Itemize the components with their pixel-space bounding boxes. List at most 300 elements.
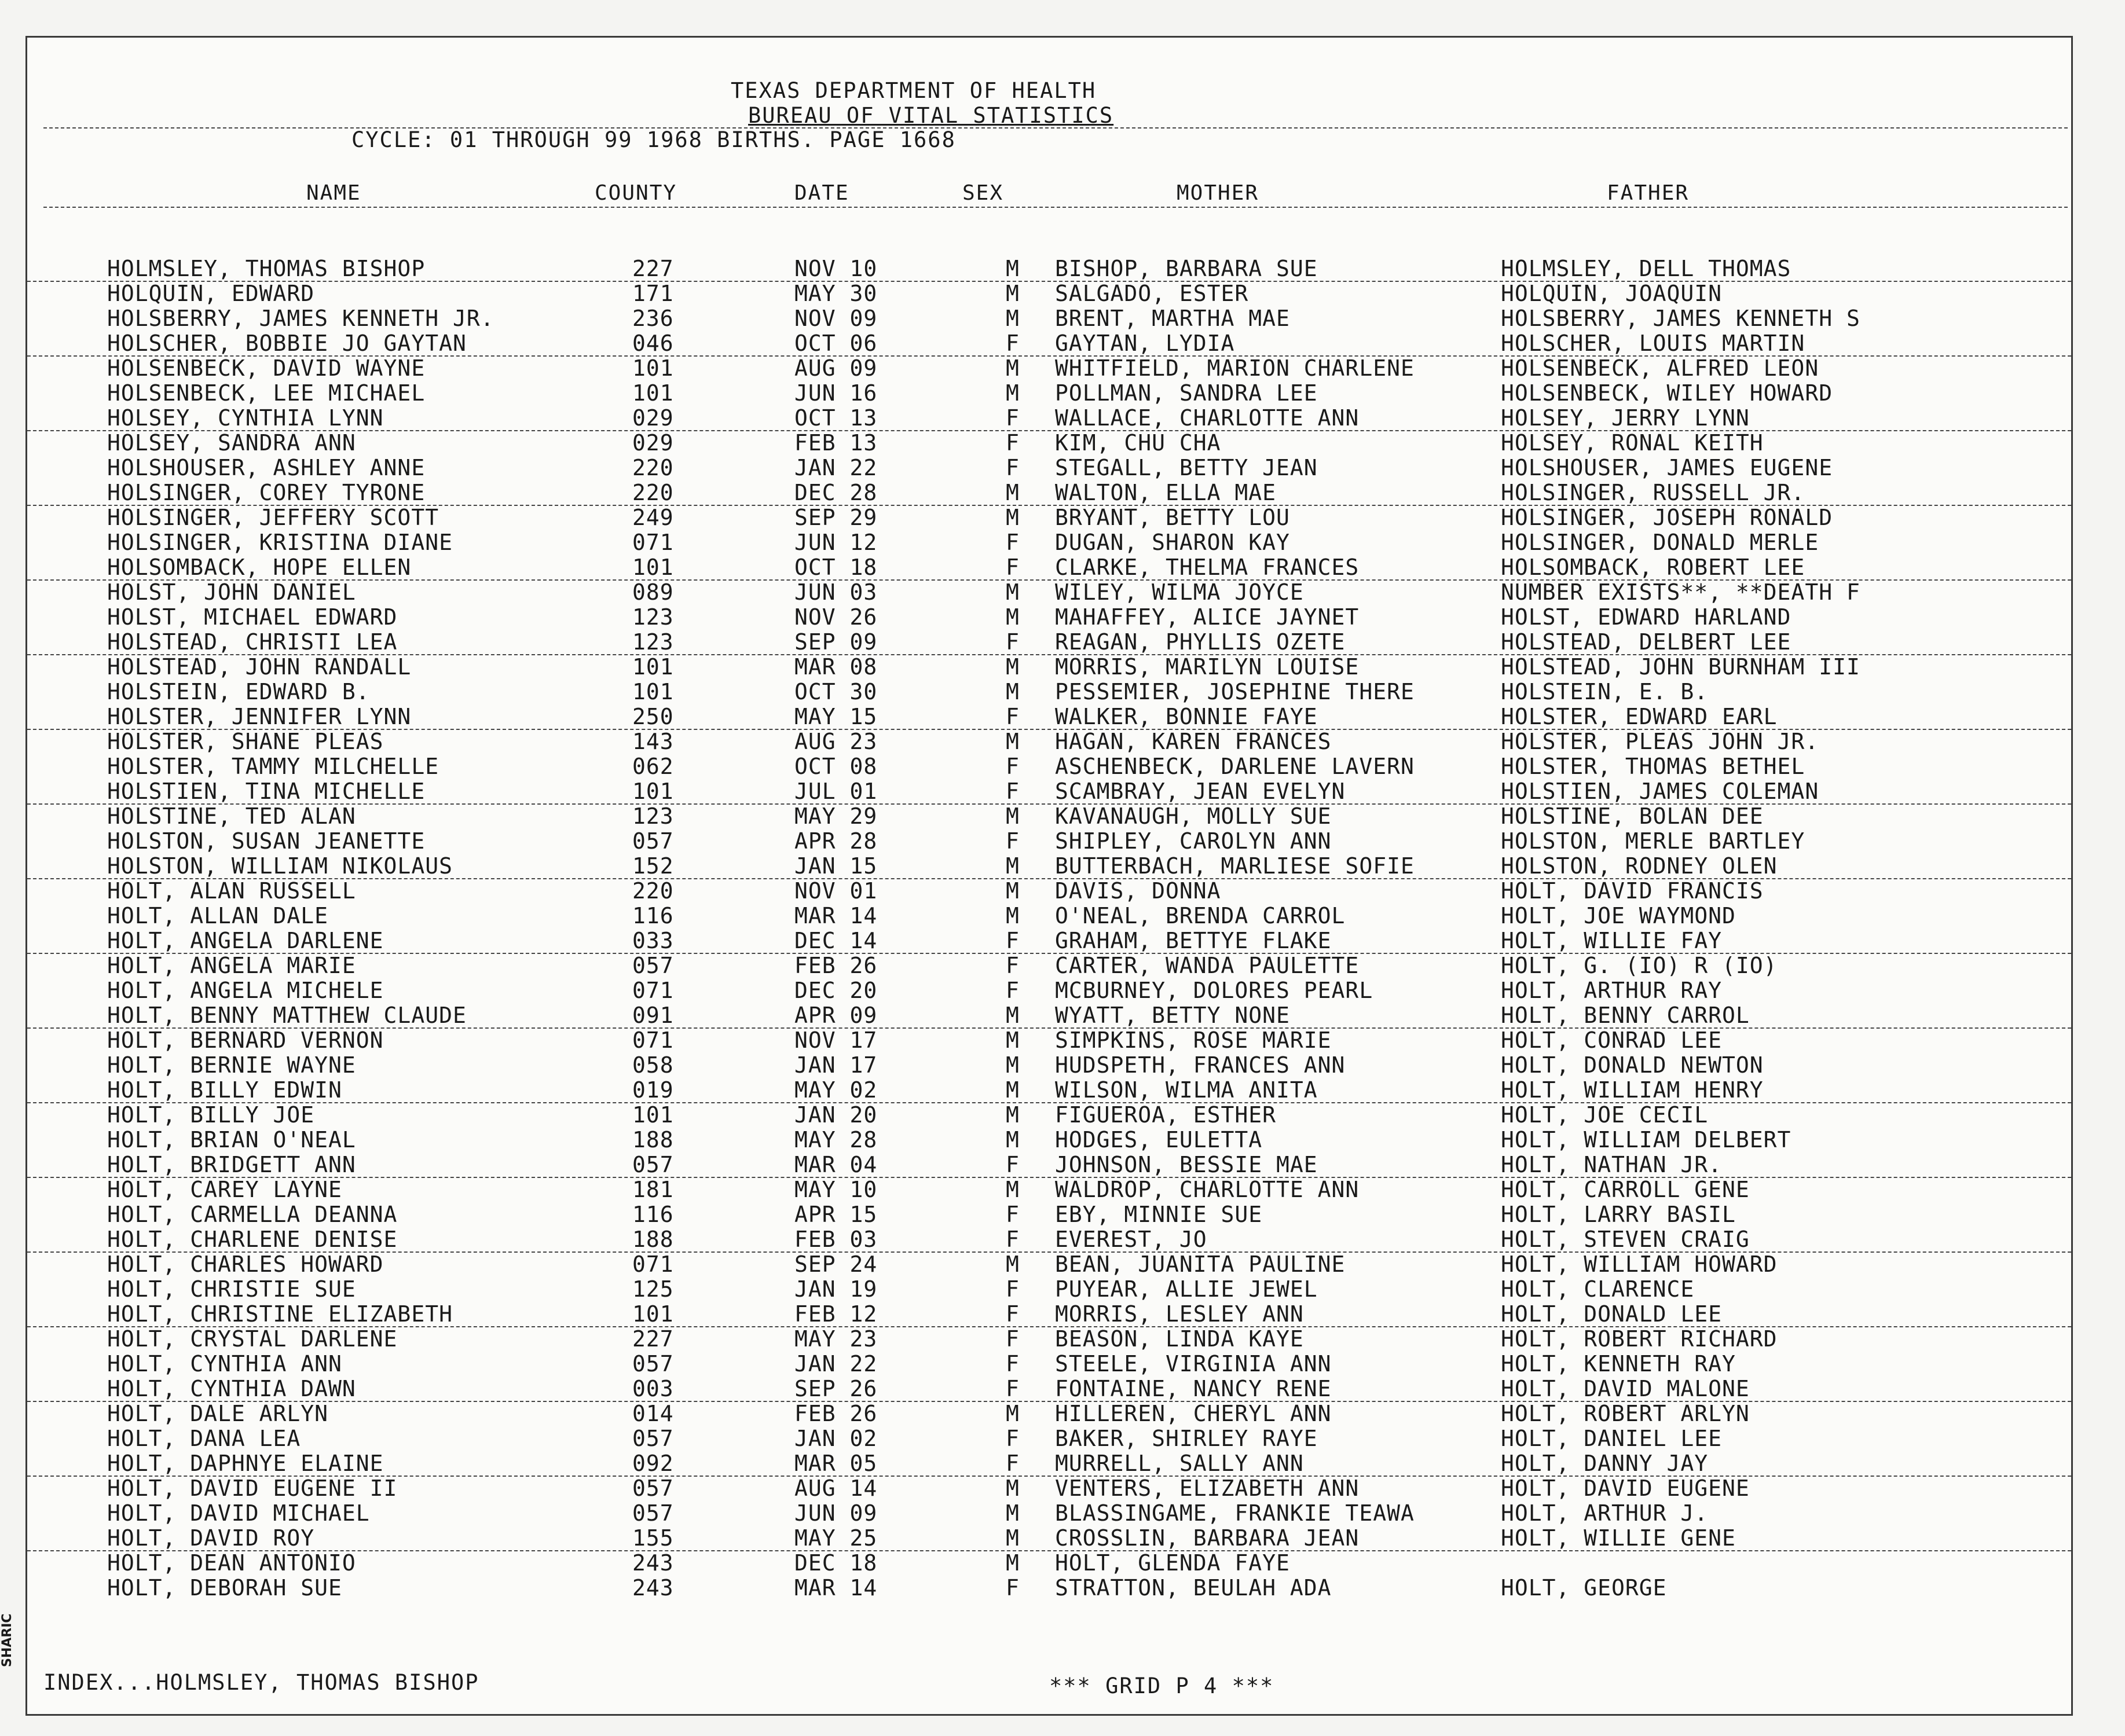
cell-sex: F (1006, 1575, 1020, 1601)
cell-date: MAY 23 (794, 1326, 878, 1352)
cell-county: 071 (632, 978, 674, 1003)
cell-county: 116 (632, 903, 674, 928)
cell-county: 101 (632, 679, 674, 704)
cell-father: HOLSBERRY, JAMES KENNETH S (1501, 306, 1860, 331)
table-row (27, 1575, 2071, 1600)
cell-county: 058 (632, 1052, 674, 1078)
cell-county: 071 (632, 1251, 674, 1277)
cell-county: 101 (632, 355, 674, 381)
cell-sex: M (1006, 1027, 1020, 1053)
cell-mother: CARTER, WANDA PAULETTE (1055, 953, 1360, 978)
cell-name: HOLSTER, TAMMY MILCHELLE (107, 754, 439, 779)
cell-mother: PUYEAR, ALLIE JEWEL (1055, 1276, 1318, 1302)
cell-name: HOLSTEAD, CHRISTI LEA (107, 629, 398, 655)
cell-mother: CLARKE, THELMA FRANCES (1055, 555, 1360, 580)
cell-name: HOLSOMBACK, HOPE ELLEN (107, 555, 412, 580)
cell-name: HOLSENBECK, LEE MICHAEL (107, 380, 426, 406)
cell-mother: WYATT, BETTY NONE (1055, 1003, 1290, 1028)
cell-mother: O'NEAL, BRENDA CARROL (1055, 903, 1346, 928)
cell-sex: M (1006, 306, 1020, 331)
table-row (27, 1451, 2071, 1477)
cell-mother: EVEREST, JO (1055, 1227, 1207, 1252)
cell-county: 101 (632, 654, 674, 680)
table-row (27, 1251, 2071, 1276)
cell-county: 046 (632, 331, 674, 356)
cell-date: JUN 09 (794, 1500, 878, 1526)
header-divider (43, 127, 2068, 129)
cell-sex: M (1006, 803, 1020, 829)
cell-father: HOLSTER, THOMAS BETHEL (1501, 754, 1805, 779)
cell-father: HOLT, ROBERT ARLYN (1501, 1401, 1750, 1426)
table-row (27, 903, 2071, 928)
cell-father: HOLSENBECK, WILEY HOWARD (1501, 380, 1833, 406)
cell-county: 101 (632, 1301, 674, 1327)
table-row (27, 928, 2071, 954)
cell-date: MAY 02 (794, 1077, 878, 1103)
footer-grid: *** GRID P 4 *** (1049, 1673, 1274, 1698)
table-row (27, 306, 2071, 331)
table-row (27, 355, 2071, 380)
cell-date: NOV 09 (794, 306, 878, 331)
cell-date: JUN 03 (794, 579, 878, 605)
cell-name: HOLSTEAD, JOHN RANDALL (107, 654, 412, 680)
cell-date: MAY 29 (794, 803, 878, 829)
table-row (27, 1525, 2071, 1551)
cell-sex: F (1006, 405, 1020, 431)
document-sheet (25, 36, 2073, 1716)
cell-date: MAY 30 (794, 281, 878, 306)
cell-sex: M (1006, 903, 1020, 928)
cell-date: MAR 08 (794, 654, 878, 680)
cell-mother: HUDSPETH, FRANCES ANN (1055, 1052, 1346, 1078)
cell-father: HOLSINGER, RUSSELL JR. (1501, 480, 1805, 505)
cell-county: 092 (632, 1451, 674, 1476)
cell-sex: M (1006, 380, 1020, 406)
cell-father: HOLMSLEY, DELL THOMAS (1501, 256, 1791, 281)
cell-mother: KAVANAUGH, MOLLY SUE (1055, 803, 1332, 829)
cell-name: HOLT, CYNTHIA ANN (107, 1351, 342, 1377)
cell-name: HOLSTINE, TED ALAN (107, 803, 356, 829)
cell-name: HOLT, DAVID ROY (107, 1525, 315, 1551)
cell-father: HOLT, LARRY BASIL (1501, 1202, 1736, 1227)
header-cycle: CYCLE: 01 THROUGH 99 1968 BIRTHS. PAGE 1668 (351, 127, 956, 152)
table-row (27, 331, 2071, 357)
cell-county: 057 (632, 1351, 674, 1377)
table-row (27, 555, 2071, 581)
cell-date: SEP 29 (794, 505, 878, 530)
cell-father: NUMBER EXISTS**, **DEATH F (1501, 579, 1860, 605)
cell-name: HOLT, DAPHNYE ELAINE (107, 1451, 384, 1476)
table-row (27, 1077, 2071, 1103)
cell-county: 057 (632, 1476, 674, 1501)
cell-date: MAR 14 (794, 903, 878, 928)
table-row (27, 1027, 2071, 1052)
cell-date: JAN 19 (794, 1276, 878, 1302)
cell-name: HOLT, DANA LEA (107, 1426, 301, 1451)
cell-date: SEP 09 (794, 629, 878, 655)
cell-mother: PESSEMIER, JOSEPHINE THERE (1055, 679, 1415, 704)
cell-sex: M (1006, 1003, 1020, 1028)
cell-county: 101 (632, 779, 674, 804)
cell-mother: MCBURNEY, DOLORES PEARL (1055, 978, 1373, 1003)
cell-name: HOLT, DEAN ANTONIO (107, 1550, 356, 1576)
cell-name: HOLT, DEBORAH SUE (107, 1575, 342, 1601)
table-row (27, 1376, 2071, 1402)
cell-county: 101 (632, 555, 674, 580)
table-row (27, 629, 2071, 655)
table-row (27, 281, 2071, 306)
side-label: SHARIC (0, 1613, 14, 1667)
cell-name: HOLSTER, JENNIFER LYNN (107, 704, 412, 729)
cell-sex: F (1006, 1301, 1020, 1327)
cell-county: 003 (632, 1376, 674, 1401)
cell-father: HOLT, ARTHUR RAY (1501, 978, 1723, 1003)
cell-name: HOLT, CHARLES HOWARD (107, 1251, 384, 1277)
cell-name: HOLT, BRIAN O'NEAL (107, 1127, 356, 1153)
cell-name: HOLSINGER, KRISTINA DIANE (107, 530, 453, 555)
cell-name: HOLT, BILLY JOE (107, 1102, 315, 1128)
cell-name: HOLT, CHARLENE DENISE (107, 1227, 398, 1252)
table-row (27, 828, 2071, 853)
cell-mother: WALTON, ELLA MAE (1055, 480, 1277, 505)
cell-county: 181 (632, 1177, 674, 1202)
cell-father: HOLT, JOE CECIL (1501, 1102, 1709, 1128)
cell-mother: MURRELL, SALLY ANN (1055, 1451, 1304, 1476)
cell-sex: M (1006, 1102, 1020, 1128)
cell-date: DEC 28 (794, 480, 878, 505)
cell-father: HOLT, WILLIE FAY (1501, 928, 1723, 953)
table-row (27, 978, 2071, 1003)
table-row (27, 754, 2071, 779)
cell-sex: F (1006, 455, 1020, 480)
cell-mother: SHIPLEY, CAROLYN ANN (1055, 828, 1332, 854)
cell-mother: BAKER, SHIRLEY RAYE (1055, 1426, 1318, 1451)
cell-mother: VENTERS, ELIZABETH ANN (1055, 1476, 1360, 1501)
table-row (27, 455, 2071, 480)
cell-date: DEC 14 (794, 928, 878, 953)
cell-name: HOLT, BENNY MATTHEW CLAUDE (107, 1003, 467, 1028)
cell-county: 227 (632, 1326, 674, 1352)
cell-sex: M (1006, 281, 1020, 306)
table-row (27, 604, 2071, 629)
cell-name: HOLSINGER, JEFFERY SCOTT (107, 505, 439, 530)
cell-sex: M (1006, 1476, 1020, 1501)
cell-father: HOLT, CARROLL GENE (1501, 1177, 1750, 1202)
cell-mother: WILSON, WILMA ANITA (1055, 1077, 1318, 1103)
cell-county: 101 (632, 380, 674, 406)
cell-mother: BUTTERBACH, MARLIESE SOFIE (1055, 853, 1415, 879)
cell-name: HOLSTER, SHANE PLEAS (107, 729, 384, 754)
cell-mother: DUGAN, SHARON KAY (1055, 530, 1290, 555)
cell-county: 057 (632, 953, 674, 978)
cell-date: FEB 26 (794, 953, 878, 978)
table-row (27, 1227, 2071, 1253)
cell-sex: M (1006, 1127, 1020, 1153)
cell-date: NOV 10 (794, 256, 878, 281)
cell-name: HOLT, BERNARD VERNON (107, 1027, 384, 1053)
table-row (27, 1276, 2071, 1301)
cell-county: 101 (632, 1102, 674, 1128)
table-row (27, 729, 2071, 754)
cell-county: 071 (632, 1027, 674, 1053)
cell-mother: BEASON, LINDA KAYE (1055, 1326, 1304, 1352)
table-row (27, 480, 2071, 506)
footer-index: INDEX...HOLMSLEY, THOMAS BISHOP (43, 1670, 479, 1695)
table-row (27, 505, 2071, 530)
cell-sex: F (1006, 331, 1020, 356)
cell-name: HOLSEY, CYNTHIA LYNN (107, 405, 384, 431)
table-row (27, 1401, 2071, 1426)
column-header-mother: MOTHER (1177, 181, 1259, 205)
cell-sex: M (1006, 604, 1020, 630)
cell-county: 123 (632, 803, 674, 829)
cell-date: MAR 04 (794, 1152, 878, 1177)
cell-father: HOLT, DAVID MALONE (1501, 1376, 1750, 1401)
cell-mother: BLASSINGAME, FRANKIE TEAWA (1055, 1500, 1415, 1526)
cell-father: HOLSENBECK, ALFRED LEON (1501, 355, 1819, 381)
cell-mother: WALLACE, CHARLOTTE ANN (1055, 405, 1360, 431)
cell-sex: F (1006, 1426, 1020, 1451)
cell-sex: F (1006, 928, 1020, 953)
column-header-divider (43, 207, 2068, 208)
cell-county: 057 (632, 1426, 674, 1451)
cell-father: HOLT, GEORGE (1501, 1575, 1667, 1601)
cell-county: 152 (632, 853, 674, 879)
cell-mother: BISHOP, BARBARA SUE (1055, 256, 1318, 281)
cell-father: HOLT, WILLIAM HOWARD (1501, 1251, 1778, 1277)
cell-name: HOLSBERRY, JAMES KENNETH JR. (107, 306, 494, 331)
cell-sex: M (1006, 853, 1020, 879)
cell-sex: F (1006, 1276, 1020, 1302)
cell-sex: F (1006, 430, 1020, 456)
cell-mother: HOLT, GLENDA FAYE (1055, 1550, 1290, 1576)
cell-father: HOLT, DANIEL LEE (1501, 1426, 1723, 1451)
cell-county: 236 (632, 306, 674, 331)
cell-name: HOLT, CYNTHIA DAWN (107, 1376, 356, 1401)
cell-sex: M (1006, 355, 1020, 381)
cell-sex: F (1006, 1351, 1020, 1377)
cell-name: HOLMSLEY, THOMAS BISHOP (107, 256, 426, 281)
table-row (27, 1202, 2071, 1227)
cell-county: 250 (632, 704, 674, 729)
cell-sex: F (1006, 1376, 1020, 1401)
cell-county: 220 (632, 878, 674, 904)
cell-father: HOLT, G. (IO) R (IO) (1501, 953, 1778, 978)
cell-sex: M (1006, 1077, 1020, 1103)
cell-county: 123 (632, 604, 674, 630)
table-row (27, 405, 2071, 431)
cell-sex: M (1006, 1052, 1020, 1078)
cell-father: HOLT, WILLIE GENE (1501, 1525, 1736, 1551)
cell-sex: M (1006, 1401, 1020, 1426)
cell-mother: STEGALL, BETTY JEAN (1055, 455, 1318, 480)
cell-county: 033 (632, 928, 674, 953)
cell-date: OCT 18 (794, 555, 878, 580)
cell-sex: F (1006, 828, 1020, 854)
cell-sex: F (1006, 1202, 1020, 1227)
cell-sex: M (1006, 1177, 1020, 1202)
cell-county: 220 (632, 480, 674, 505)
cell-father: HOLSTIEN, JAMES COLEMAN (1501, 779, 1819, 804)
cell-father: HOLT, NATHAN JR. (1501, 1152, 1723, 1177)
cell-name: HOLT, DALE ARLYN (107, 1401, 329, 1426)
cell-name: HOLT, ALAN RUSSELL (107, 878, 356, 904)
cell-father: HOLSTEAD, DELBERT LEE (1501, 629, 1791, 655)
cell-sex: F (1006, 1152, 1020, 1177)
cell-name: HOLT, ALLAN DALE (107, 903, 329, 928)
column-header-date: DATE (794, 181, 849, 205)
cell-sex: M (1006, 878, 1020, 904)
cell-father: HOLSEY, RONAL KEITH (1501, 430, 1764, 456)
cell-name: HOLSTIEN, TINA MICHELLE (107, 779, 426, 804)
cell-county: 057 (632, 1500, 674, 1526)
cell-mother: STEELE, VIRGINIA ANN (1055, 1351, 1332, 1377)
column-header-father: FATHER (1607, 181, 1690, 205)
cell-name: HOLT, ANGELA MARIE (107, 953, 356, 978)
cell-father: HOLT, DAVID EUGENE (1501, 1476, 1750, 1501)
cell-sex: M (1006, 505, 1020, 530)
cell-name: HOLST, JOHN DANIEL (107, 579, 356, 605)
table-row (27, 579, 2071, 604)
cell-date: NOV 26 (794, 604, 878, 630)
cell-county: 089 (632, 579, 674, 605)
cell-date: DEC 18 (794, 1550, 878, 1576)
table-row (27, 803, 2071, 828)
header-bureau: BUREAU OF VITAL STATISTICS (748, 103, 1114, 128)
cell-sex: F (1006, 629, 1020, 655)
cell-sex: F (1006, 953, 1020, 978)
cell-date: JAN 20 (794, 1102, 878, 1128)
table-row (27, 380, 2071, 405)
table-row (27, 953, 2071, 978)
cell-father: HOLT, WILLIAM HENRY (1501, 1077, 1764, 1103)
cell-date: NOV 01 (794, 878, 878, 904)
cell-mother: DAVIS, DONNA (1055, 878, 1221, 904)
cell-county: 188 (632, 1127, 674, 1153)
cell-date: OCT 06 (794, 331, 878, 356)
cell-father: HOLT, JOE WAYMOND (1501, 903, 1736, 928)
cell-date: OCT 30 (794, 679, 878, 704)
cell-name: HOLT, BRIDGETT ANN (107, 1152, 356, 1177)
cell-father: HOLT, DONALD NEWTON (1501, 1052, 1764, 1078)
cell-name: HOLSHOUSER, ASHLEY ANNE (107, 455, 426, 480)
cell-date: AUG 23 (794, 729, 878, 754)
cell-mother: BRENT, MARTHA MAE (1055, 306, 1290, 331)
cell-name: HOLSCHER, BOBBIE JO GAYTAN (107, 331, 467, 356)
cell-date: DEC 20 (794, 978, 878, 1003)
cell-sex: F (1006, 1227, 1020, 1252)
cell-name: HOLSTON, WILLIAM NIKOLAUS (107, 853, 453, 879)
cell-sex: F (1006, 1451, 1020, 1476)
cell-father: HOLT, CLARENCE (1501, 1276, 1695, 1302)
table-row (27, 1152, 2071, 1178)
table-row (27, 878, 2071, 903)
cell-name: HOLQUIN, EDWARD (107, 281, 315, 306)
cell-date: JUN 12 (794, 530, 878, 555)
cell-mother: POLLMAN, SANDRA LEE (1055, 380, 1318, 406)
cell-county: 243 (632, 1550, 674, 1576)
cell-county: 188 (632, 1227, 674, 1252)
cell-mother: KIM, CHU CHA (1055, 430, 1221, 456)
table-row (27, 679, 2071, 704)
cell-mother: WALKER, BONNIE FAYE (1055, 704, 1318, 729)
cell-father: HOLSINGER, JOSEPH RONALD (1501, 505, 1833, 530)
cell-county: 227 (632, 256, 674, 281)
cell-date: JAN 22 (794, 1351, 878, 1377)
cell-sex: M (1006, 1525, 1020, 1551)
column-header-sex: SEX (962, 181, 1004, 205)
cell-date: OCT 13 (794, 405, 878, 431)
cell-name: HOLT, ANGELA DARLENE (107, 928, 384, 953)
table-row (27, 1426, 2071, 1451)
cell-name: HOLST, MICHAEL EDWARD (107, 604, 398, 630)
cell-sex: F (1006, 1326, 1020, 1352)
cell-mother: FIGUEROA, ESTHER (1055, 1102, 1277, 1128)
cell-mother: HAGAN, KAREN FRANCES (1055, 729, 1332, 754)
cell-date: FEB 26 (794, 1401, 878, 1426)
cell-county: 071 (632, 530, 674, 555)
cell-sex: M (1006, 256, 1020, 281)
cell-date: OCT 08 (794, 754, 878, 779)
cell-county: 123 (632, 629, 674, 655)
table-row (27, 704, 2071, 730)
cell-date: MAY 25 (794, 1525, 878, 1551)
cell-county: 220 (632, 455, 674, 480)
table-row (27, 779, 2071, 805)
cell-county: 249 (632, 505, 674, 530)
table-row (27, 1326, 2071, 1351)
cell-father: HOLSEY, JERRY LYNN (1501, 405, 1750, 431)
cell-name: HOLT, CHRISTIE SUE (107, 1276, 356, 1302)
cell-mother: WILEY, WILMA JOYCE (1055, 579, 1304, 605)
cell-date: APR 28 (794, 828, 878, 854)
cell-mother: MAHAFFEY, ALICE JAYNET (1055, 604, 1360, 630)
cell-county: 029 (632, 430, 674, 456)
cell-father: HOLT, STEVEN CRAIG (1501, 1227, 1750, 1252)
cell-father: HOLT, CONRAD LEE (1501, 1027, 1723, 1053)
cell-mother: GAYTAN, LYDIA (1055, 331, 1235, 356)
table-row (27, 430, 2071, 455)
cell-sex: F (1006, 530, 1020, 555)
cell-name: HOLT, CHRISTINE ELIZABETH (107, 1301, 453, 1327)
cell-date: AUG 14 (794, 1476, 878, 1501)
cell-mother: EBY, MINNIE SUE (1055, 1202, 1263, 1227)
cell-county: 171 (632, 281, 674, 306)
table-row (27, 1476, 2071, 1500)
cell-father: HOLQUIN, JOAQUIN (1501, 281, 1723, 306)
cell-name: HOLSTEIN, EDWARD B. (107, 679, 370, 704)
cell-mother: FONTAINE, NANCY RENE (1055, 1376, 1332, 1401)
cell-name: HOLT, CARMELLA DEANNA (107, 1202, 398, 1227)
cell-name: HOLT, CRYSTAL DARLENE (107, 1326, 398, 1352)
table-row (27, 1500, 2071, 1525)
cell-mother: HODGES, EULETTA (1055, 1127, 1263, 1153)
column-header-county: COUNTY (595, 181, 677, 205)
cell-mother: WHITFIELD, MARION CHARLENE (1055, 355, 1415, 381)
cell-mother: ASCHENBECK, DARLENE LAVERN (1055, 754, 1415, 779)
cell-mother: WALDROP, CHARLOTTE ANN (1055, 1177, 1360, 1202)
table-row (27, 1550, 2071, 1575)
cell-sex: M (1006, 729, 1020, 754)
cell-mother: JOHNSON, BESSIE MAE (1055, 1152, 1318, 1177)
cell-sex: F (1006, 555, 1020, 580)
cell-father: HOLT, DONALD LEE (1501, 1301, 1723, 1327)
cell-county: 143 (632, 729, 674, 754)
cell-county: 155 (632, 1525, 674, 1551)
table-row (27, 1003, 2071, 1029)
table-row (27, 530, 2071, 555)
cell-sex: F (1006, 704, 1020, 729)
